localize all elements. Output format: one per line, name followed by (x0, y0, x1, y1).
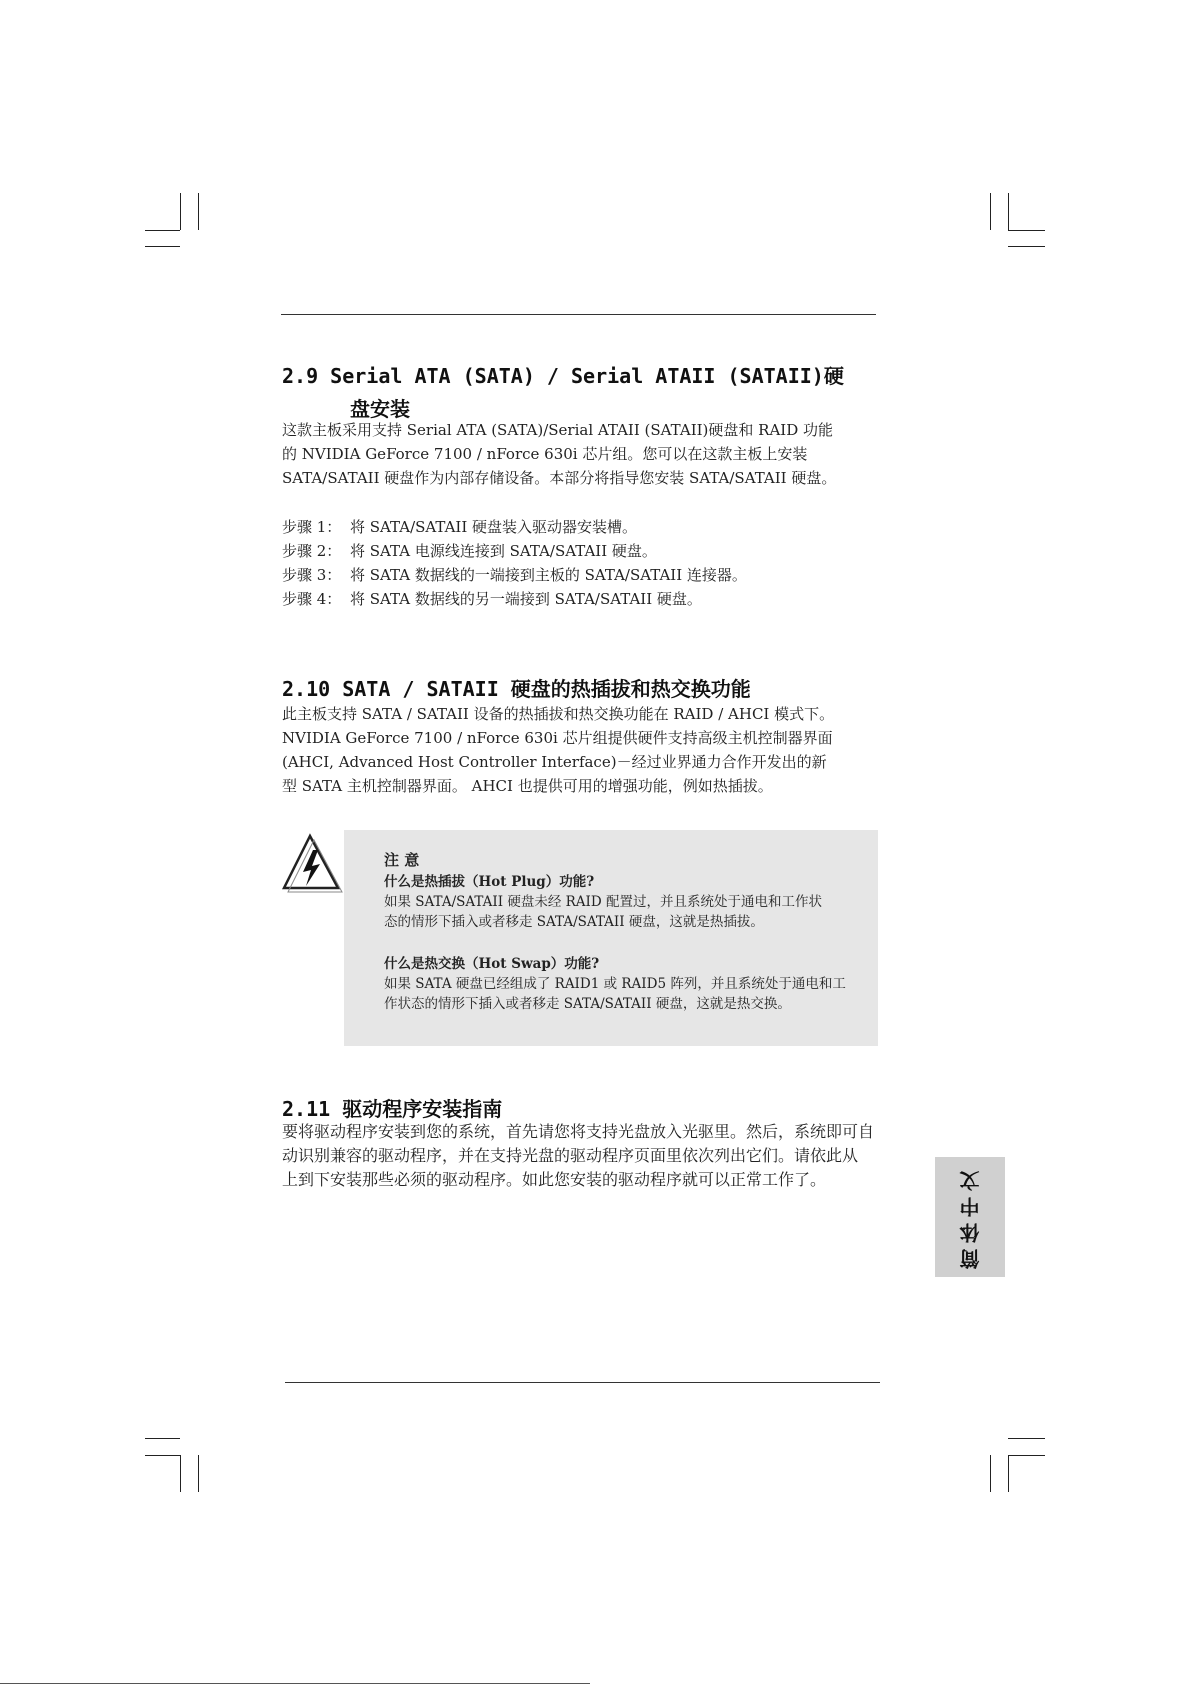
bottom-edge-rule (0, 1683, 590, 1684)
section-2-11-heading: 2.11 驱动程序安装指南 (282, 1097, 503, 1121)
note-answer-line: 态的情形下插入或者移走 SATA/SATAII 硬盘，这就是热插拔。 (384, 914, 764, 930)
body-line: 上到下安装那些必须的驱动程序。如此您安装的驱动程序就可以正常工作了。 (282, 1170, 827, 1189)
section-2-10-body (282, 702, 834, 798)
step-item: 步骤 4： 将 SATA 数据线的另一端接到 SATA/SATAII 硬盘。 (282, 590, 702, 608)
step-item: 步骤 3： 将 SATA 数据线的一端接到主板的 SATA/SATAII 连接器。 (282, 566, 747, 584)
body-line: 此主板支持 SATA / SATAII 设备的热插拔和热交换功能在 RAID / AHCI 模式下。 (282, 705, 835, 723)
body-line: 动识别兼容的驱动程序，并在支持光盘的驱动程序页面里依次列出它们。请依此从 (282, 1146, 859, 1165)
intro-line: SATA/SATAII 硬盘作为内部存储设备。本部分将指导您安装 SATA/SATAII 硬盘。 (282, 469, 837, 487)
header-rule (281, 314, 876, 315)
note-answer-line: 作状态的情形下插入或者移走 SATA/SATAII 硬盘，这就是热交换。 (384, 996, 791, 1012)
section-2-9-heading: 2.9 Serial ATA (SATA) / Serial ATAII (SATAII)硬 盘安装 (282, 364, 844, 421)
warning-icon (282, 832, 344, 894)
section-2-10-heading: 2.10 SATA / SATAII 硬盘的热插拔和热交换功能 (282, 677, 751, 701)
body-line: 型 SATA 主机控制器界面。 AHCI 也提供可用的增强功能，例如热插拔。 (282, 777, 773, 795)
note-box (344, 830, 878, 1046)
step-item: 步骤 1： 将 SATA/SATAII 硬盘装入驱动器安装槽。 (282, 518, 638, 536)
body-line: 要将驱动程序安装到您的系统，首先请您将支持光盘放入光驱里。然后，系统即可自 (282, 1122, 875, 1141)
note-answer-line: 如果 SATA/SATAII 硬盘未经 RAID 配置过，并且系统处于通电和工作状 (384, 894, 822, 910)
step-item: 步骤 2： 将 SATA 电源线连接到 SATA/SATAII 硬盘。 (282, 542, 657, 560)
body-line: (AHCI, Advanced Host Controller Interface)－经过业界通力合作开发出的新 (282, 753, 827, 771)
language-side-tab (935, 1157, 1005, 1277)
note-question-hot-plug: 什么是热插拔（Hot Plug）功能? (384, 874, 595, 890)
intro-line: 的 NVIDIA GeForce 7100 / nForce 630i 芯片组。您可以在这款主板上安装 (282, 445, 808, 463)
section-2-11-body (282, 1120, 874, 1192)
install-steps (282, 515, 747, 611)
footer-rule (285, 1382, 880, 1383)
note-answer-line: 如果 SATA 硬盘已经组成了 RAID1 或 RAID5 阵列，并且系统处于通电和工 (384, 976, 846, 992)
body-line: NVIDIA GeForce 7100 / nForce 630i 芯片组提供硬件支持高级主机控制器界面 (282, 729, 833, 747)
note-title: 注 意 (384, 851, 420, 869)
note-question-hot-swap: 什么是热交换（Hot Swap）功能? (384, 956, 600, 972)
language-tab-label: 简体中文 (958, 1165, 983, 1269)
section-2-9-intro (282, 418, 836, 490)
intro-line: 这款主板采用支持 Serial ATA (SATA)/Serial ATAII (SATAII)硬盘和 RAID 功能 (282, 421, 834, 439)
